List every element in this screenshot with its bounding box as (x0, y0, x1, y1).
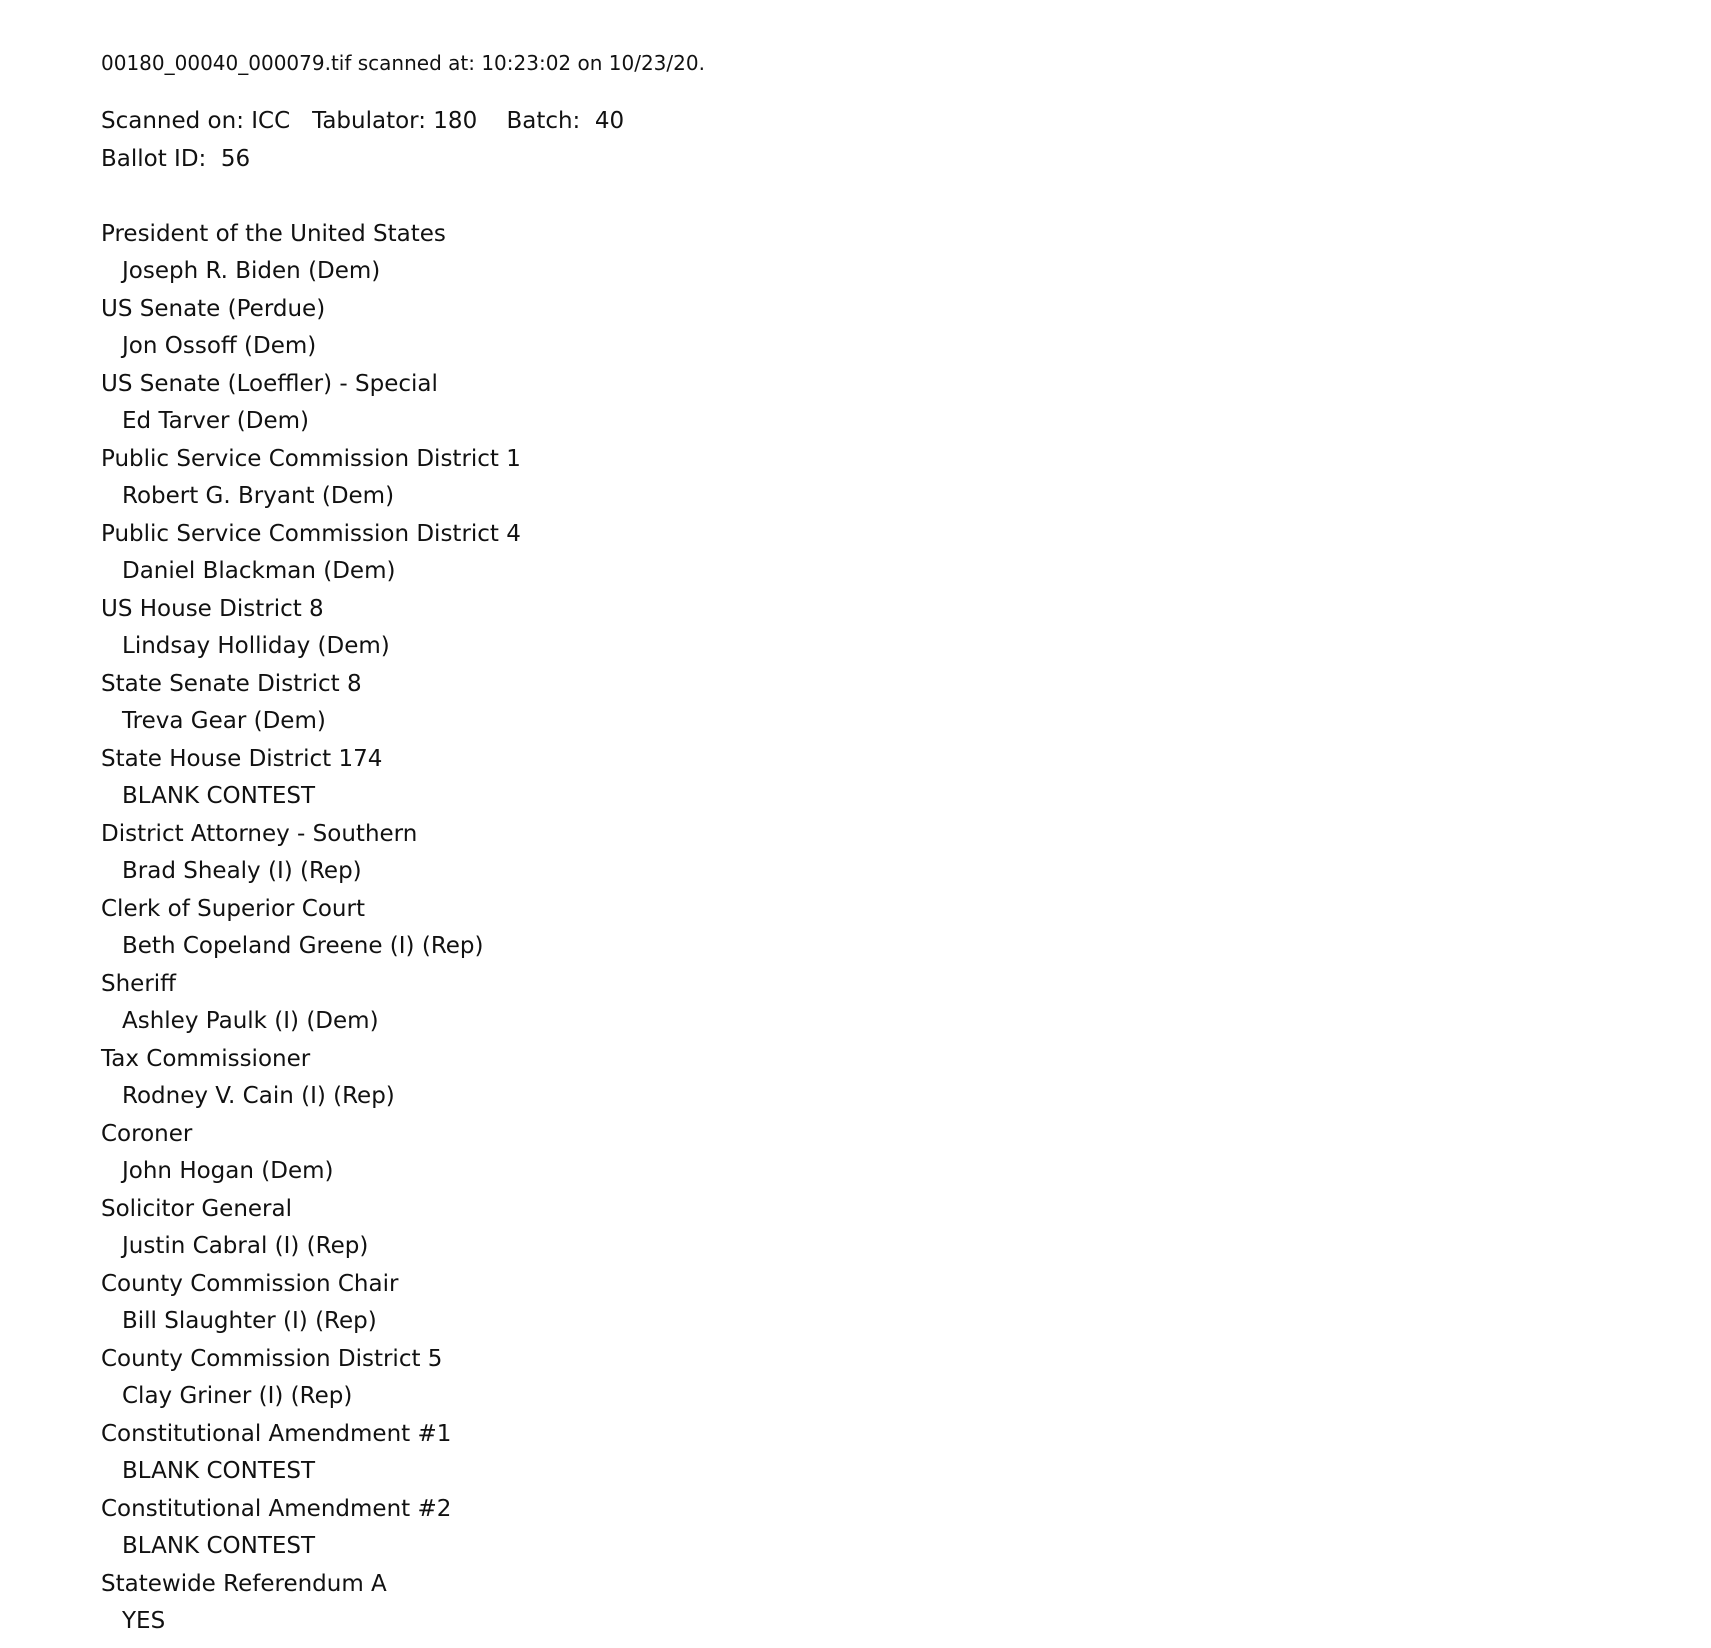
contest-title: President of the United States (101, 220, 446, 247)
ballot-id-line: Ballot ID: 56 (101, 145, 251, 172)
scanner-tabulator-batch-line: Scanned on: ICC Tabulator: 180 Batch: 40 (101, 108, 625, 134)
contest-title: County Commission Chair (101, 1270, 399, 1297)
contest-choice: Rodney V. Cain (I) (Rep) (122, 1083, 395, 1109)
contest-entry (101, 366, 1661, 441)
contest-title: Statewide Referendum A (101, 1570, 387, 1597)
contest-entry (101, 741, 1661, 816)
contest-entry (101, 1566, 1661, 1641)
contest-title: Sheriff (101, 970, 177, 997)
contest-choice: Ashley Paulk (I) (Dem) (122, 1008, 379, 1034)
contest-choice: Robert G. Bryant (Dem) (122, 483, 395, 509)
contest-title: District Attorney - Southern (101, 820, 418, 847)
contest-title: Tax Commissioner (101, 1045, 311, 1072)
contest-title: State House District 174 (101, 745, 383, 772)
contest-choice: Beth Copeland Greene (I) (Rep) (122, 933, 484, 959)
contest-choice: BLANK CONTEST (122, 1533, 316, 1559)
contest-entry (101, 1116, 1661, 1191)
contest-title: State Senate District 8 (101, 670, 362, 697)
contest-title: Public Service Commission District 1 (101, 445, 521, 472)
contest-entry (101, 1191, 1661, 1266)
contest-entry (101, 291, 1661, 366)
contest-choice: Bill Slaughter (I) (Rep) (122, 1308, 377, 1334)
contest-choice: Jon Ossoff (Dem) (122, 333, 317, 359)
contest-title: US Senate (Loeffler) - Special (101, 370, 438, 397)
contest-choice: BLANK CONTEST (122, 783, 316, 809)
contest-title: Constitutional Amendment #1 (101, 1420, 452, 1447)
contest-choice: Treva Gear (Dem) (122, 708, 326, 734)
contest-choice: John Hogan (Dem) (122, 1158, 334, 1184)
contest-choice: YES (122, 1608, 166, 1634)
contest-entry (101, 216, 1661, 291)
ballot-metadata (101, 103, 1661, 178)
contest-choice: Joseph R. Biden (Dem) (122, 258, 381, 284)
contest-entry (101, 441, 1661, 516)
contest-entry (101, 666, 1661, 741)
scan-info-line: 00180_00040_000079.tif scanned at: 10:23:02 on 10/23/20. (101, 51, 705, 75)
contest-entry (101, 591, 1661, 666)
contest-entry (101, 1491, 1661, 1566)
contest-entry (101, 966, 1661, 1041)
contest-entry (101, 1266, 1661, 1341)
contest-choice: BLANK CONTEST (122, 1458, 316, 1484)
contest-title: Solicitor General (101, 1195, 292, 1222)
contest-choice: Brad Shealy (I) (Rep) (122, 858, 362, 884)
contest-title: Constitutional Amendment #2 (101, 1495, 452, 1522)
contest-title: Coroner (101, 1120, 193, 1147)
contest-entry (101, 891, 1661, 966)
contest-title: County Commission District 5 (101, 1345, 443, 1372)
contest-title: Clerk of Superior Court (101, 895, 365, 922)
contest-choice: Lindsay Holliday (Dem) (122, 633, 390, 659)
contest-entry (101, 516, 1661, 591)
contest-title: US Senate (Perdue) (101, 295, 326, 322)
contest-choice: Justin Cabral (I) (Rep) (122, 1233, 369, 1259)
contest-choice: Ed Tarver (Dem) (122, 408, 309, 434)
contest-entry (101, 1341, 1661, 1416)
contest-entry (101, 816, 1661, 891)
contest-title: Public Service Commission District 4 (101, 520, 521, 547)
ballot-document (101, 48, 1661, 1641)
contest-entry (101, 1416, 1661, 1491)
contest-title: US House District 8 (101, 595, 324, 622)
contest-entry (101, 1041, 1661, 1116)
contest-choice: Daniel Blackman (Dem) (122, 558, 396, 584)
contest-choice: Clay Griner (I) (Rep) (122, 1383, 353, 1409)
contest-list (101, 216, 1661, 1641)
